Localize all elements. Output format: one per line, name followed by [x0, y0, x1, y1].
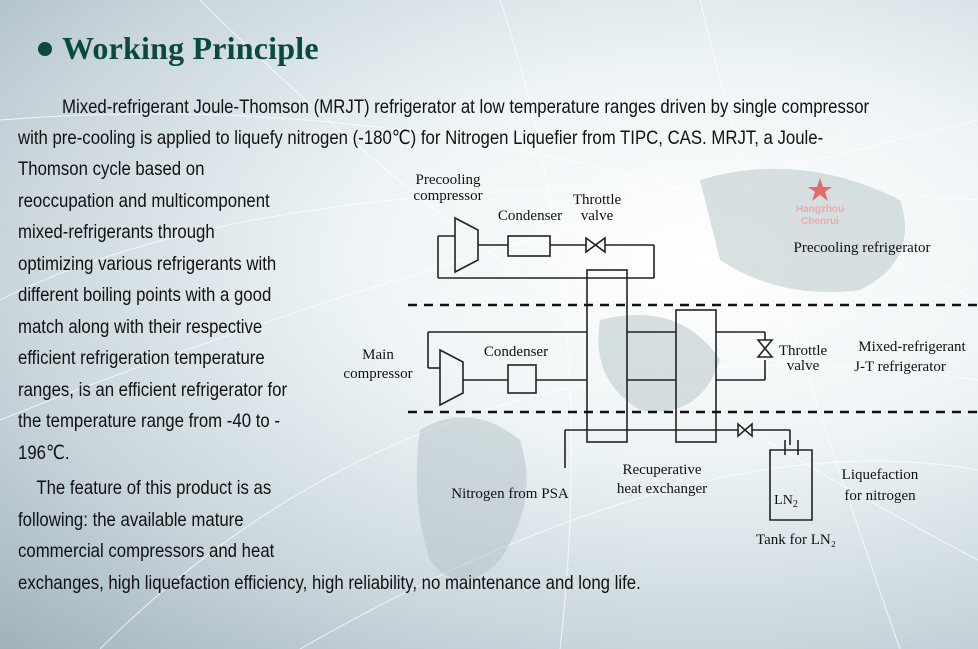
precooling-compressor-symbol [455, 218, 478, 272]
label-condenser-top: Condenser [497, 208, 563, 224]
left-line-4: optimizing various refrigerants with [18, 253, 277, 275]
title-text: Working Principle [62, 30, 319, 66]
label-liquefaction-2: for nitrogen [844, 488, 916, 504]
intro-line-1: Mixed-refrigerant Joule-Thomson (MRJT) refrigerator at low temperature ranges driven by single compressor [62, 96, 870, 118]
label-mixed-refrigerant-2: J-T refrigerator [854, 359, 946, 375]
label-ln2-sub: 2 [792, 499, 798, 510]
watermark-logo [796, 178, 844, 227]
label-tank: Tank for LN₂ [756, 532, 836, 548]
main-compressor-symbol [440, 350, 463, 405]
left-line-9: the temperature range from -40 to - [18, 410, 280, 432]
ln2-tank-symbol [770, 450, 812, 520]
throttle-valve-main-symbol [758, 340, 772, 357]
left-line-12: following: the available mature [18, 509, 244, 531]
left-line-13: commercial compressors and heat [18, 540, 275, 562]
left-line-7: efficient refrigeration temperature [18, 347, 265, 369]
label-throttle-top-1: Throttle [572, 192, 622, 208]
watermark-star-icon [808, 178, 832, 201]
label-main-compressor-2: compressor [343, 366, 413, 382]
left-line-10: 196℃. [18, 442, 70, 464]
label-mixed-refrigerant-1: Mixed-refrigerant [858, 339, 966, 355]
watermark-line-1: Hangzhou [795, 204, 845, 215]
label-throttle-main-2: valve [786, 358, 820, 374]
left-line-2: reoccupation and multicomponent [18, 190, 270, 212]
label-main-compressor-1: Main [362, 347, 394, 363]
label-throttle-main-1: Throttle [778, 343, 828, 359]
label-precooling-refrigerator: Precooling refrigerator [793, 240, 931, 256]
left-line-11: The feature of this product is as [18, 477, 272, 499]
label-ln2-main: LN [774, 493, 793, 508]
condenser-main-symbol [508, 365, 536, 393]
left-line-6: match along with their respective [18, 316, 263, 338]
label-condenser-main: Condenser [483, 344, 549, 360]
throttle-valve-top-symbol [586, 238, 605, 252]
last-line: exchanges, high liquefaction efficiency, high reliability, no maintenance and long life. [18, 572, 641, 594]
intro-line-2: with pre-cooling is applied to liquefy nitrogen (-180℃) for Nitrogen Liquefier from TIPC, CAS. MRJT, a Joule- [18, 127, 824, 149]
watermark-line-2: Chenrui [801, 216, 839, 227]
label-ln2 [774, 493, 798, 510]
label-recuperative-1: Recuperative [622, 462, 702, 478]
left-line-3: mixed-refrigerants through [18, 221, 215, 243]
label-liquefaction-1: Liquefaction [841, 467, 919, 483]
recuperative-hx-1 [587, 270, 627, 442]
label-precooling-compressor-1: Precooling [415, 172, 481, 188]
nitrogen-valve-symbol [738, 424, 752, 436]
label-throttle-top-2: valve [580, 208, 614, 224]
left-line-8: ranges, is an efficient refrigerator for [18, 379, 288, 401]
label-nitrogen-from-psa: Nitrogen from PSA [451, 486, 569, 502]
label-recuperative-2: heat exchanger [616, 481, 708, 497]
left-line-5: different boiling points with a good [18, 284, 272, 306]
left-line-1: Thomson cycle based on [18, 158, 205, 180]
label-precooling-compressor-2: compressor [413, 188, 483, 204]
condenser-top-symbol [508, 236, 550, 256]
recuperative-hx-2 [676, 310, 716, 442]
